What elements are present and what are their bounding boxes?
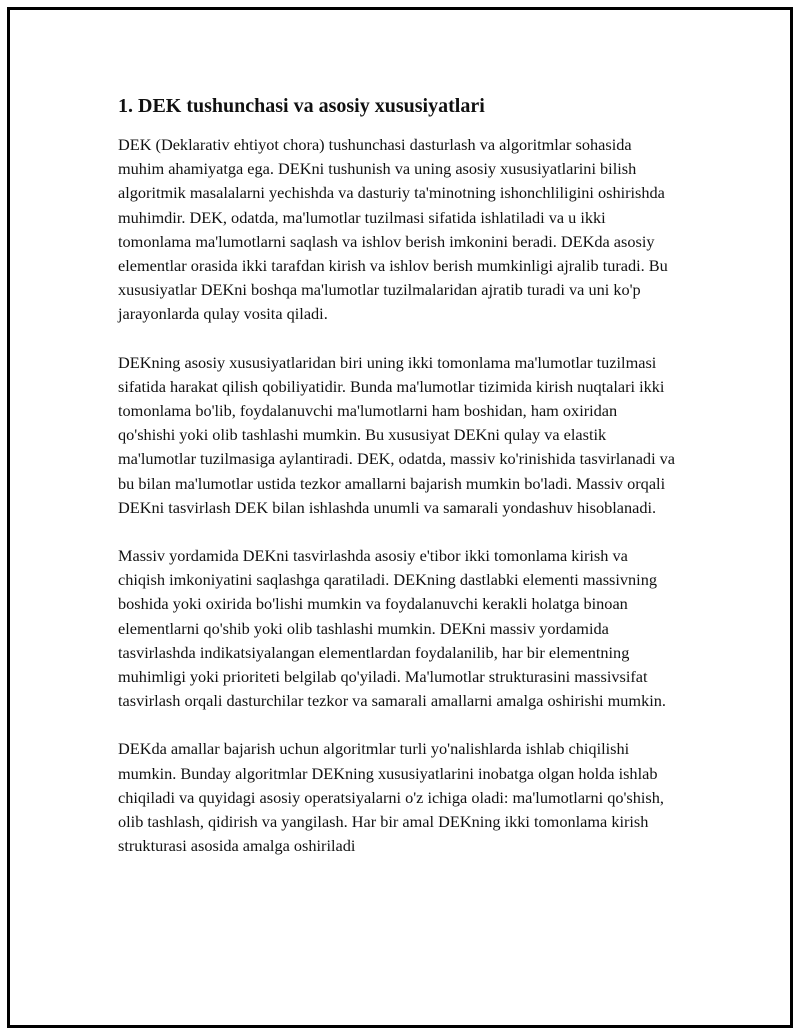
- paragraph-2: DEKning asosiy xususiyatlaridan biri uning ikki tomonlama ma'lumotlar tuzilmasi sifatida harakat qilish qobiliyatidir. Bunda ma'lumotlar tizimida kirish nuqtalari ikki tomonlama bo'lib, foydalanuvchi ma'lumotlarni ham boshidan, ham oxiridan qo'shishi yoki olib tashlashi mumkin. Bu xususiyat DEKni qulay va elastik ma'lumotlar tuzilmasiga aylantiradi. DEK, odatda, massiv ko'rinishida tasvirlanadi va bu bilan ma'lumotlar ustida tezkor amallarni bajarish mumkin bo'ladi. Massiv orqali DEKni tasvirlash DEK bilan ishlashda unumli va samarali yondashuv hisoblanadi.: [118, 352, 676, 517]
- paragraph-4: DEKda amallar bajarish uchun algoritmlar turli yo'nalishlarda ishlab chiqilishi mumkin. Bunday algoritmlar DEKning xususiyatlarini inobatga olgan holda ishlab chiqiladi va quyidagi asosiy operatsiyalarni o'z ichiga oladi: ma'lumotlarni qo'shish, olib tashlash, qidirish va yangilash. Har bir amal DEKning ikki tomonlama kirish strukturasi asosida amalga oshiriladi: [118, 739, 664, 856]
- section-heading: 1. DEK tushunchasi va asosiy xususiyatlari: [118, 95, 485, 117]
- document-body: [118, 93, 678, 882]
- paragraph-3: Massiv yordamida DEKni tasvirlashda asosiy e'tibor ikki tomonlama kirish va chiqish imkoniyatini saqlashga qaratiladi. DEKning dastlabki elementi massivning boshida yoki oxirida bo'lishi mumkin va foydalanuvchi kerakli holatga binoan elementlarni qo'shib yoki olib tashlashi mumkin. DEKni massiv yordamida tasvirlashda indikatsiyalangan elementlardan foydalanilib, har bir elementning muhimligi yoki prioriteti belgilab qo'yiladi. Ma'lumotlar strukturasini massivsifat tasvirlash orqali dasturchilar tezkor va samarali amallarni amalga oshirishi mumkin.: [118, 546, 666, 711]
- paragraph-1: DEK (Deklarativ ehtiyot chora) tushunchasi dasturlash va algoritmlar sohasida muhim ahamiyatga ega. DEKni tushunish va uning asosiy xususiyatlarini bilish algoritmik masalalarni yechishda va dasturiy ta'minotning ishonchliligini oshirishda muhimdir. DEK, odatda, ma'lumotlar tuzilmasi sifatida ishlatiladi va u ikki tomonlama ma'lumotlarni saqlash va ishlov berish imkonini beradi. DEKda asosiy elementlar orasida ikki tarafdan kirish va ishlov berish mumkinligi ajralib turadi. Bu xususiyatlar DEKni boshqa ma'lumotlar tuzilmalaridan ajratib turadi va uni ko'p jarayonlarda qulay vosita qiladi.: [118, 135, 668, 324]
